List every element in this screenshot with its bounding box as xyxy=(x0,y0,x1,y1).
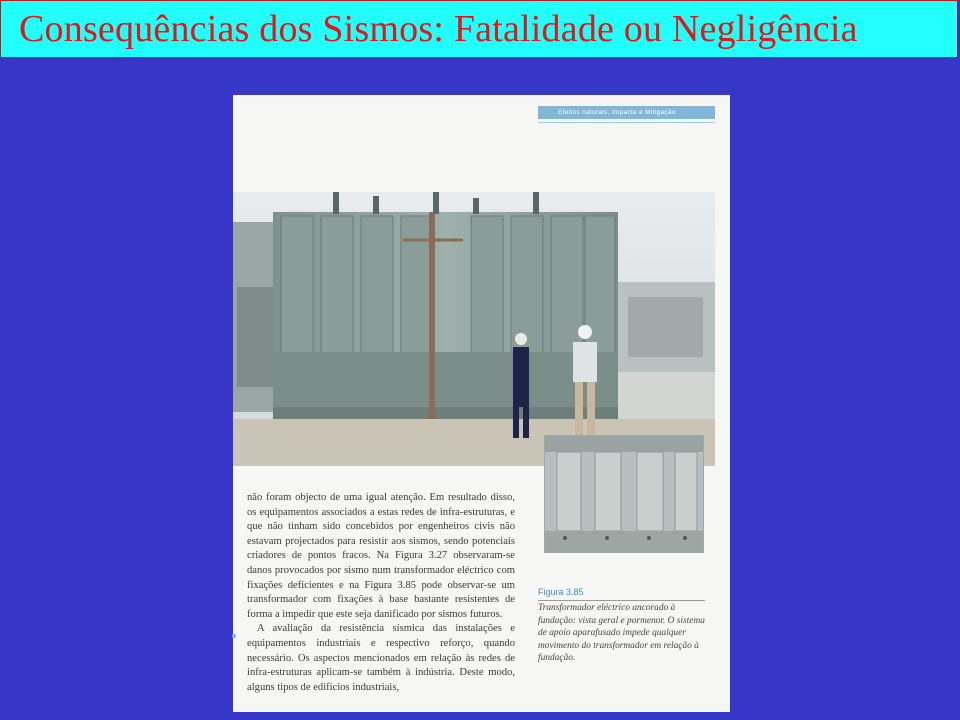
slide-title: Consequências dos Sismos: Fatalidade ou Negligência xyxy=(19,8,858,50)
body-paragraph: A avaliação da resistência sísmica das instalações e equipamentos industriais e respectivo reforço, quando necessário. Os aspectos mencionados em relação às redes de infra-estruturas aplicam-se também à indústria. Deste modo, alguns tipos de edifícios industriais, xyxy=(247,623,515,693)
caption-rule xyxy=(538,600,705,601)
body-paragraph: não foram objecto de uma igual atenção. Em resultado disso, os equipamentos associados a estas redes de infra-estruturas, e que não tinham sido concebidos por engenheiros civis não estavam projectados para resistir aos sismos, sendo potenciais criadores de pontos fracos. Na Figura 3.27 observaram-se danos provocados por sismo num transformador eléctrico com fixações deficientes e na Figura 3.85 pode observar-se um transformador com fixações à base bastante resistentes de forma a impedir que este seja danificado por sismos futuros. xyxy=(247,492,515,620)
bullet-icon xyxy=(232,634,236,638)
section-tag-rule xyxy=(538,122,715,123)
transformer-photo xyxy=(233,192,715,466)
figure-caption: Transformador eléctrico ancorado à fundação: vista geral e pormenor. O sistema de apoio aparafusado impede qualquer movimento do transformador em relação à fundação. xyxy=(538,603,705,664)
body-text xyxy=(247,491,515,695)
figure-label: Figura 3.85 xyxy=(538,587,584,597)
slide-title-bar xyxy=(0,0,958,58)
scanned-book-page xyxy=(233,95,730,712)
section-tag: Efeitos naturais, Impacte e Mitigação xyxy=(538,106,715,119)
anchor-detail-photo xyxy=(544,435,704,553)
